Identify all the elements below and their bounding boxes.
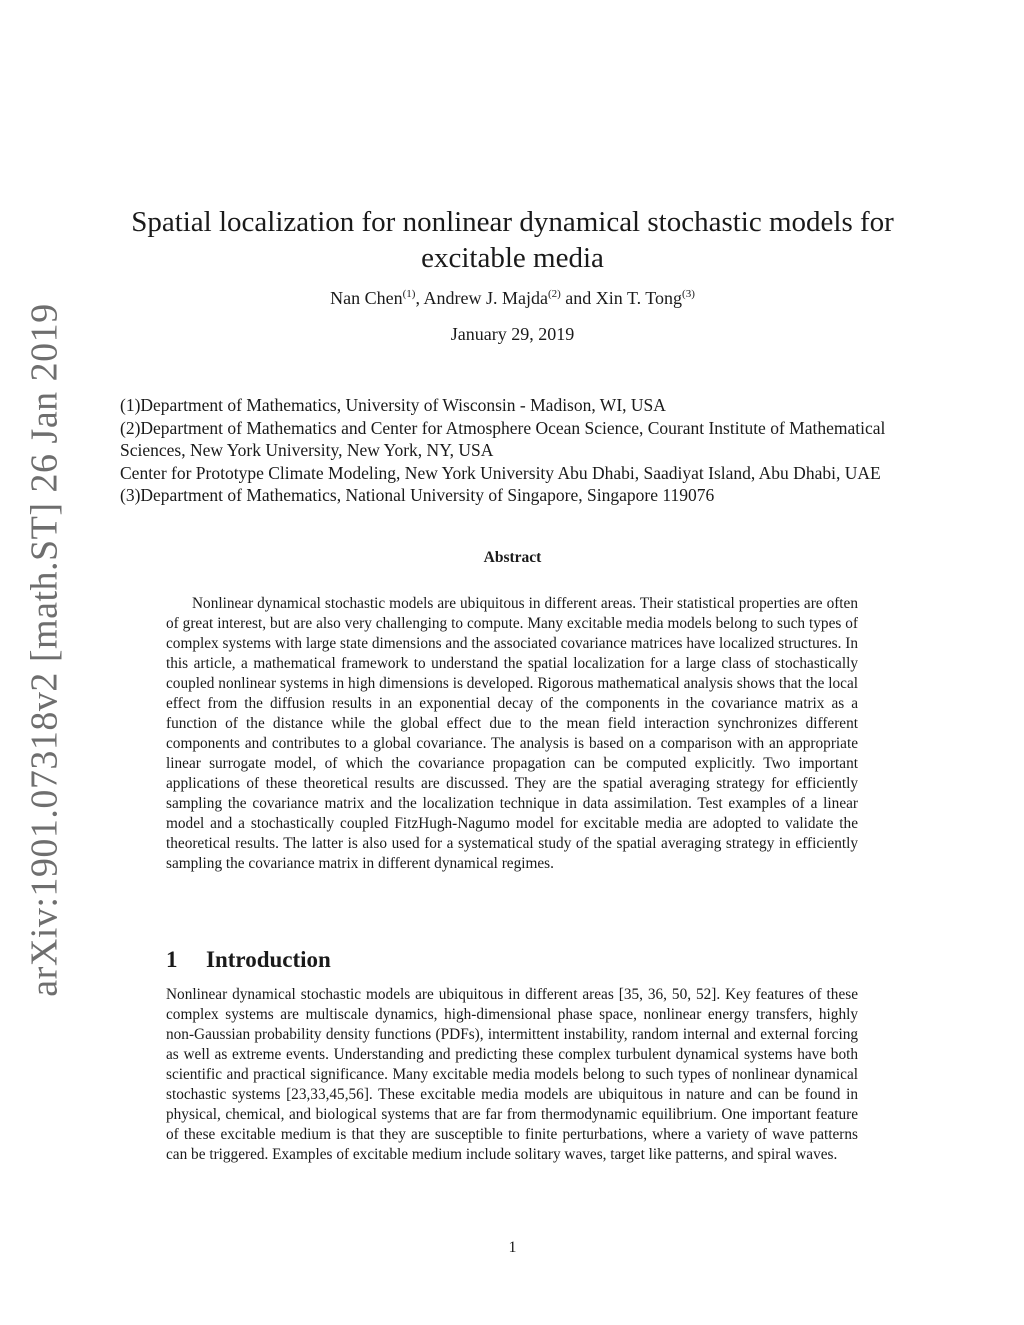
affiliation-marker: (1) <box>402 288 416 300</box>
page-number: 1 <box>508 1239 517 1256</box>
affiliation-line: (3)Department of Mathematics, National University of Singapore, Singapore 119076 <box>120 485 715 506</box>
section-heading <box>166 945 858 975</box>
author-list <box>120 282 905 310</box>
section-title: Introduction <box>206 947 331 973</box>
arxiv-side-stamp <box>14 303 76 997</box>
arxiv-identifier: arXiv:1901.07318v2 [math.ST] 26 Jan 2019 <box>24 303 66 997</box>
introduction-paragraph: Nonlinear dynamical stochastic models are ubiquitous in different areas [35, 36, 50, 52]. Key features of these complex systems are multiscale dynamics, high-dimensional phase space, nonlinear energy transfers, highly non-Gaussian probability density functions (PDFs), intermittent instability, random internal and external forcing as well as extreme events. Understanding and predicting these complex turbulent dynamical systems have both scientific and practical significance. Many excitable media models belong to such types of nonlinear dynamical stochastic systems [23,33,45,56]. These excitable media models are ubiquitous in nature and can be found in physical, chemical, and biological systems that are far from thermodynamic equilibrium. One important feature of these excitable medium is that they are susceptible to finite perturbations, where a variety of wave patterns can be triggered. Examples of excitable medium include solitary waves, target like patterns, and spiral waves. <box>166 986 858 1163</box>
affiliation-line: (1)Department of Mathematics, University of Wisconsin - Madison, WI, USA <box>120 395 666 415</box>
author-name: Nan Chen <box>330 288 403 308</box>
author-separator: and <box>560 288 596 308</box>
affiliation-block <box>120 394 905 507</box>
publication-date: January 29, 2019 <box>450 324 575 344</box>
affiliation-line: Center for Prototype Climate Modeling, New York University Abu Dhabi, Saadiyat Island, Abu Dhabi, UAE <box>120 462 881 483</box>
affiliation-marker: (2) <box>547 288 561 300</box>
affiliation-marker: (3) <box>682 288 695 300</box>
abstract-text: Nonlinear dynamical stochastic models are ubiquitous in different areas. Their statistical properties are often of great interest, but are also very challenging to compute. Many excitable media models belong to such types of complex systems with large state dimensions and the associated covariance matrices have localized structures. In this article, a mathematical framework to understand the spatial localization for a large class of stochastically coupled nonlinear systems in high dimensions is developed. Rigorous mathematical analysis shows that the local effect from the diffusion results in an exponential decay of the components in the covariance matrix as a function of the distance while the global effect due to the mean field interaction synchronizes different components and contributes to a global covariance. The analysis is based on a comparison with an appropriate linear surrogate model, of which the covariance propagation can be computed explicitly. Two important applications of these theoretical results are discussed. They are the spatial averaging strategy for efficiently sampling the covariance matrix and the localization technique in data assimilation. Test examples of a linear model and a stochastically coupled FitzHugh-Nagumo model for excitable media are adopted to validate the theoretical results. The latter is also used for a systematical study of the spatial averaging strategy in efficiently sampling the covariance matrix in different dynamical regimes. <box>166 595 858 872</box>
abstract-heading: Abstract <box>483 549 542 566</box>
affiliation-line: (2)Department of Mathematics and Center for Atmosphere Ocean Science, Courant Institute of Mathematical Sciences, New York University, New York, NY, USA <box>120 417 886 461</box>
author-separator: , <box>415 288 424 308</box>
author-name: Xin T. Tong <box>595 288 683 308</box>
section-number: 1 <box>166 947 178 973</box>
paper-title: Spatial localization for nonlinear dynamical stochastic models for excitable media <box>131 206 894 275</box>
author-name: Andrew J. Majda <box>423 288 548 308</box>
